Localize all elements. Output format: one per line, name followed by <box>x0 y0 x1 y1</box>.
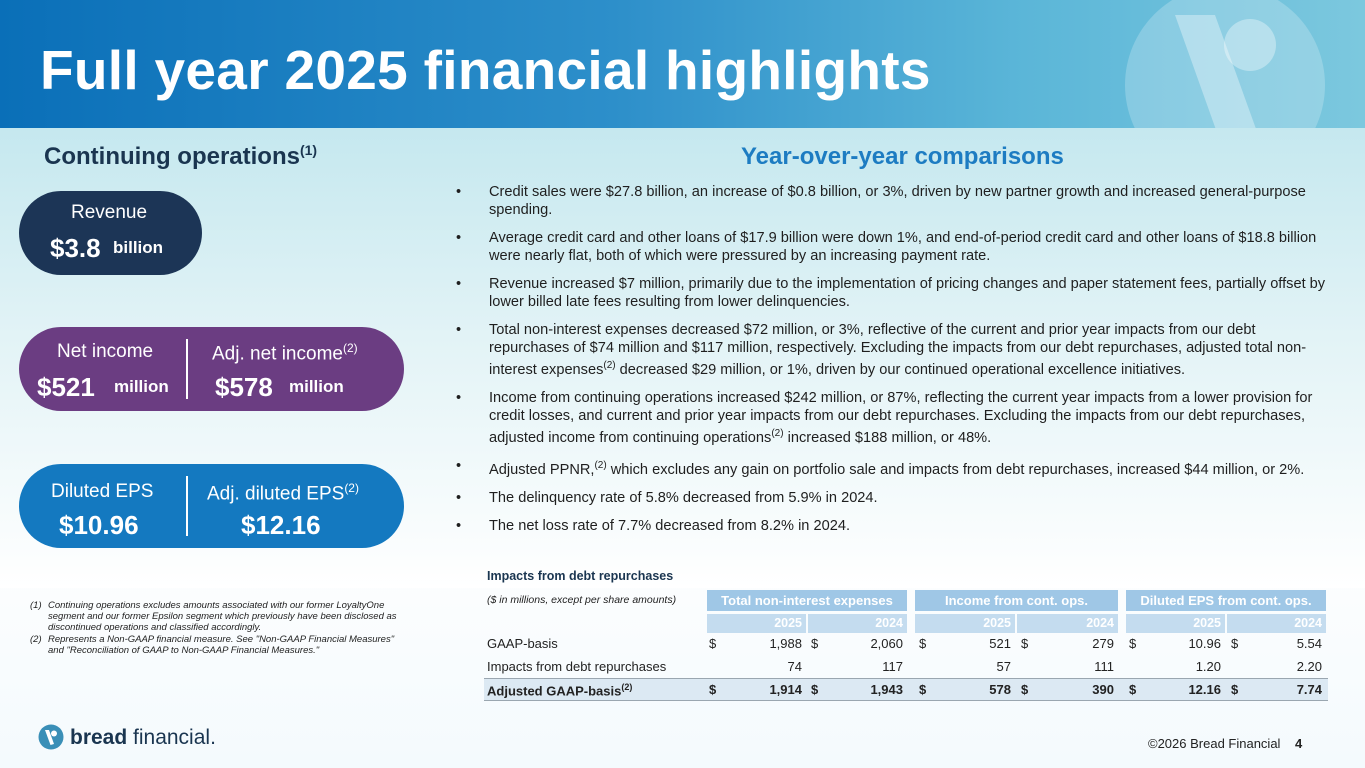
page-number: 4 <box>1295 736 1303 751</box>
bullet-dot: • <box>456 457 462 474</box>
bullet-text: decreased $29 million, or 1%, driven by our continued operational excellence initiatives. <box>615 361 1186 378</box>
table-cell: 1,988 <box>769 636 802 651</box>
bullet-dot: • <box>456 389 462 406</box>
table-cell: 5.54 <box>1296 636 1322 651</box>
table-cell: 2,060 <box>870 636 903 651</box>
currency-symbol: $ <box>1021 636 1029 651</box>
adj-diluted-eps-label-text: Adj. diluted EPS <box>207 483 345 505</box>
revenue-label: Revenue <box>71 202 148 223</box>
year-header: 2025 <box>707 614 806 633</box>
col-group-noninterest: Total non-interest expenses <box>707 590 907 611</box>
currency-symbol: $ <box>811 636 819 651</box>
currency-symbol: $ <box>709 682 717 697</box>
bullet-dot: • <box>456 322 462 338</box>
currency-symbol: $ <box>1231 682 1239 697</box>
table-title: Impacts from debt repurchases <box>487 569 674 583</box>
bullet-text: Income from continuing operations increased $242 million, or 87%, reflecting the current year impacts from a lower provision for credit losses, and current and prior year impacts from our debt repurchases. Excluding the impacts from our debt repurchases, adjusted income from continuing operations <box>489 389 1313 446</box>
currency-symbol: $ <box>1231 636 1239 651</box>
footnote-ref: (1) <box>299 142 318 158</box>
bullet-text: Credit sales were $27.8 billion, an increase of $0.8 billion, or 3%, driven by new partner growth and increased general-purpose spending. <box>489 184 1306 218</box>
bullet-item <box>456 183 1326 219</box>
brand-logo <box>38 724 216 755</box>
table-cell: 12.16 <box>1188 682 1221 697</box>
adj-net-income-label-text: Adj. net income <box>212 343 343 365</box>
bullet-text: Average credit card and other loans of $17.9 billion were down 1%, and end-of-period credit card and other loans of $18.8 billion were nearly flat, both of which were pressured by an increasing payment rate. <box>489 230 1317 264</box>
footnote-ref: (2) <box>342 341 358 355</box>
pill-divider <box>186 339 188 399</box>
bullet-item <box>456 275 1326 311</box>
table-cell: 7.74 <box>1296 682 1322 697</box>
brand-rest: financial. <box>127 726 216 749</box>
currency-symbol: $ <box>709 636 717 651</box>
table-cell: 10.96 <box>1188 636 1221 651</box>
bread-logo-icon <box>38 724 64 750</box>
table-cell: 117 <box>882 659 903 674</box>
bullet-item <box>456 457 1326 479</box>
diluted-eps-value: $10.96 <box>59 510 139 540</box>
bullet-item <box>456 517 1326 535</box>
footnote-1 <box>30 600 410 633</box>
revenue-value: $3.8 <box>50 233 101 263</box>
year-header: 2024 <box>808 614 907 633</box>
bullet-text: The delinquency rate of 5.8% decreased from 5.9% in 2024. <box>489 489 878 506</box>
footnote-2 <box>30 634 410 656</box>
bullet-text: which excludes any gain on portfolio sale and impacts from debt repurchases, increased $44 million, or 2%. <box>606 461 1305 478</box>
col-group-eps: Diluted EPS from cont. ops. <box>1126 590 1326 611</box>
currency-symbol: $ <box>811 682 819 697</box>
bullet-item <box>456 489 1326 507</box>
bullet-text: increased $188 million, or 48%. <box>783 429 992 446</box>
footnote-number: (1) <box>30 600 42 611</box>
table-cell: 74 <box>787 659 802 674</box>
row-label-adjusted-text: Adjusted GAAP-basis <box>487 683 622 699</box>
adj-net-income-label <box>212 341 358 365</box>
adj-diluted-eps-label <box>207 481 359 505</box>
footnote-ref: (2) <box>603 360 616 371</box>
pill-divider <box>186 476 188 536</box>
bullet-text: Total non-interest expenses decreased $72 million, or 3%, reflective of the current and prior year impacts from our debt repurchases of $74 million and $117 million, respectively. Excluding the impacts from our debt repurchases, adjusted total non-interest expenses <box>489 322 1307 378</box>
net-income-unit: million <box>114 377 169 396</box>
table-cell: 57 <box>996 659 1011 674</box>
row-label-impacts: Impacts from debt repurchases <box>487 659 667 674</box>
yoy-heading: Year-over-year comparisons <box>741 143 1064 170</box>
table-cell: 578 <box>989 682 1011 697</box>
brand-bold: bread <box>70 726 128 749</box>
footnote-ref: (2) <box>344 481 359 495</box>
brand-wordmark <box>70 726 216 750</box>
revenue-unit: billion <box>113 238 164 257</box>
bullet-item <box>456 389 1326 447</box>
col-group-income: Income from cont. ops. <box>915 590 1118 611</box>
footnote-text: Represents a Non-GAAP financial measure. See "Non-GAAP Financial Measures" and "Reconciliation of GAAP to Non-GAAP Financial Measures." <box>48 634 395 656</box>
footnote-ref: (2) <box>621 682 633 692</box>
adj-net-income-unit: million <box>289 377 344 396</box>
revenue-pill <box>19 191 202 275</box>
header-banner <box>0 0 1365 128</box>
eps-pill <box>19 464 404 548</box>
bullet-dot: • <box>456 489 462 506</box>
currency-symbol: $ <box>1129 682 1137 697</box>
diluted-eps-label: Diluted EPS <box>51 481 154 502</box>
table-cell: 390 <box>1092 682 1114 697</box>
footnote-ref: (2) <box>594 459 607 471</box>
table-cell: 111 <box>1094 659 1114 674</box>
row-divider <box>484 678 1328 679</box>
copyright: ©2026 Bread Financial <box>1148 736 1281 751</box>
bullet-dot: • <box>456 276 462 292</box>
year-header: 2024 <box>1017 614 1118 633</box>
table-cell: 2.20 <box>1296 659 1322 674</box>
footnote-number: (2) <box>30 634 42 645</box>
bullet-dot: • <box>456 517 462 534</box>
brand-watermark-icon <box>1120 0 1330 128</box>
bullet-text: Adjusted PPNR, <box>489 461 595 478</box>
page-title: Full year 2025 financial highlights <box>40 39 931 101</box>
bullet-dot: • <box>456 230 462 246</box>
bullet-text: The net loss rate of 7.7% decreased from 8.2% in 2024. <box>489 517 850 534</box>
row-label-gaap: GAAP-basis <box>487 636 558 651</box>
currency-symbol: $ <box>919 682 927 697</box>
net-income-pill <box>19 327 404 411</box>
bullet-item <box>456 321 1326 379</box>
yoy-bullet-list <box>456 183 1326 545</box>
footnotes <box>30 600 410 657</box>
table-cell: 1,914 <box>769 682 802 697</box>
table-subtitle: ($ in millions, except per share amounts) <box>487 594 677 606</box>
bullet-item <box>456 229 1326 265</box>
year-header: 2025 <box>915 614 1015 633</box>
currency-symbol: $ <box>1021 682 1029 697</box>
bullet-dot: • <box>456 184 462 200</box>
row-label-adjusted <box>487 682 632 698</box>
continuing-operations-label: Continuing operations <box>44 143 300 170</box>
net-income-value: $521 <box>37 372 95 402</box>
continuing-operations-heading <box>44 142 317 171</box>
table-cell: 279 <box>1092 636 1114 651</box>
footnote-text: Continuing operations excludes amounts associated with our former LoyaltyOne segment and our former Epsilon segment which previously have been disclosed as discontinued operations and classified accordingly. <box>48 600 397 633</box>
table-cell: 1,943 <box>870 682 903 697</box>
footnote-ref: (2) <box>771 427 784 439</box>
table-cell: 521 <box>989 636 1011 651</box>
year-header: 2025 <box>1126 614 1225 633</box>
bullet-text: Revenue increased $7 million, primarily due to the implementation of pricing changes and paper statement fees, partially offset by lower billed late fees resulting from lower delinquencies. <box>489 276 1326 310</box>
currency-symbol: $ <box>919 636 927 651</box>
year-header: 2024 <box>1227 614 1326 633</box>
adj-diluted-eps-value: $12.16 <box>241 510 321 540</box>
currency-symbol: $ <box>1129 636 1137 651</box>
adj-net-income-value: $578 <box>215 372 273 402</box>
row-divider <box>484 700 1328 701</box>
table-cell: 1.20 <box>1195 659 1221 674</box>
net-income-label: Net income <box>57 341 154 362</box>
